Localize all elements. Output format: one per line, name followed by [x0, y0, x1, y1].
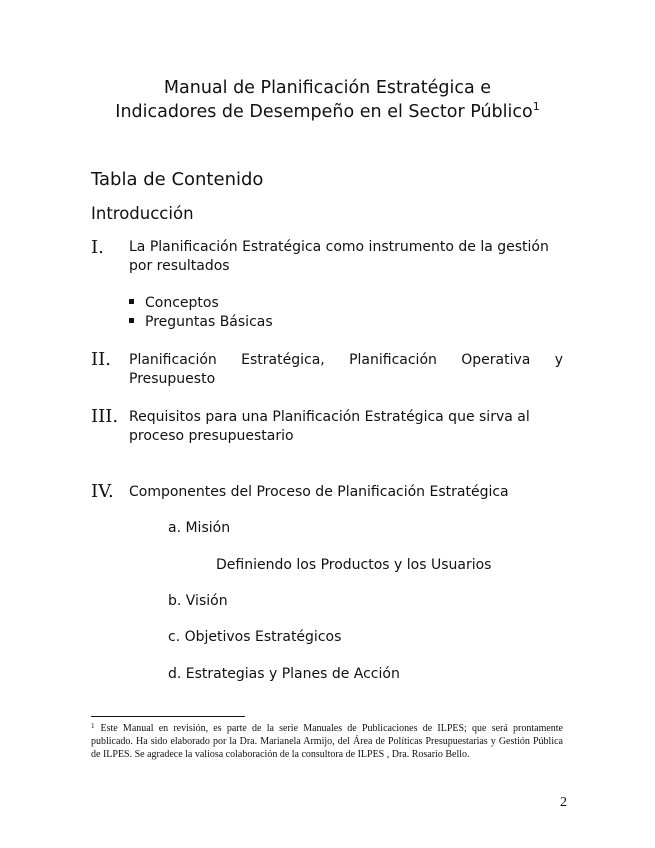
bullet-square-icon — [129, 318, 134, 323]
section-2-numeral: II. — [91, 349, 111, 370]
title-line-2-text: Indicadores de Desempeño en el Sector Público — [115, 102, 533, 122]
section-4-subitem-a-child: Definiendo los Productos y los Usuarios — [216, 557, 492, 573]
page-number: 2 — [560, 795, 567, 810]
footnote — [91, 722, 563, 761]
toc-heading: Tabla de Contenido — [91, 169, 264, 190]
section-3-numeral: III. — [91, 406, 119, 427]
section-4-text: Componentes del Proceso de Planificación Estratégica — [129, 484, 509, 500]
bullet-square-icon — [129, 299, 134, 304]
section-2-text-line-1: Planificación Estratégica, Planificación Operativa y — [129, 352, 563, 368]
title-line-1-text: Manual de Planificación Estratégica e — [163, 78, 492, 98]
footnote-separator — [91, 716, 245, 717]
footnote-mark: 1 — [91, 722, 95, 730]
section-1-bullet-1 — [129, 294, 219, 313]
section-1-numeral: I. — [91, 237, 104, 258]
section-4-numeral: IV. — [91, 481, 114, 502]
bullet-1-text: Conceptos — [145, 295, 219, 311]
title-footnote-mark: 1 — [532, 100, 540, 113]
section-4-subitem-d: d. Estrategias y Planes de Acción — [168, 666, 400, 682]
section-2-text-line-2: Presupuesto — [129, 371, 216, 387]
document-title-line-1 — [0, 77, 655, 99]
section-1-text: La Planificación Estratégica como instrumento de la gestión por resultados — [129, 239, 549, 274]
section-1-bullet-2 — [129, 313, 273, 332]
bullet-2-text: Preguntas Básicas — [145, 314, 273, 330]
toc-introduccion: Introducción — [91, 204, 194, 223]
section-3-text: Requisitos para una Planificación Estratégica que sirva al proceso presupuestario — [129, 409, 530, 444]
section-4-subitem-c: c. Objetivos Estratégicos — [168, 629, 342, 645]
footnote-text: Este Manual en revisión, es parte de la serie Manuales de Publicaciones de ILPES; que será prontamente publicado. Ha sido elaborado por la Dra. Marianela Armijo, del Área de Políticas Presupuestarias y Gestión Pública de ILPES. Se agradece la valiosa colaboración de la consultora de ILPES , Dra. Rosario Bello. — [91, 723, 563, 760]
section-4-subitem-b: b. Visión — [168, 593, 228, 609]
document-title-line-2 — [0, 101, 655, 123]
section-4-subitem-a: a. Misión — [168, 520, 231, 536]
